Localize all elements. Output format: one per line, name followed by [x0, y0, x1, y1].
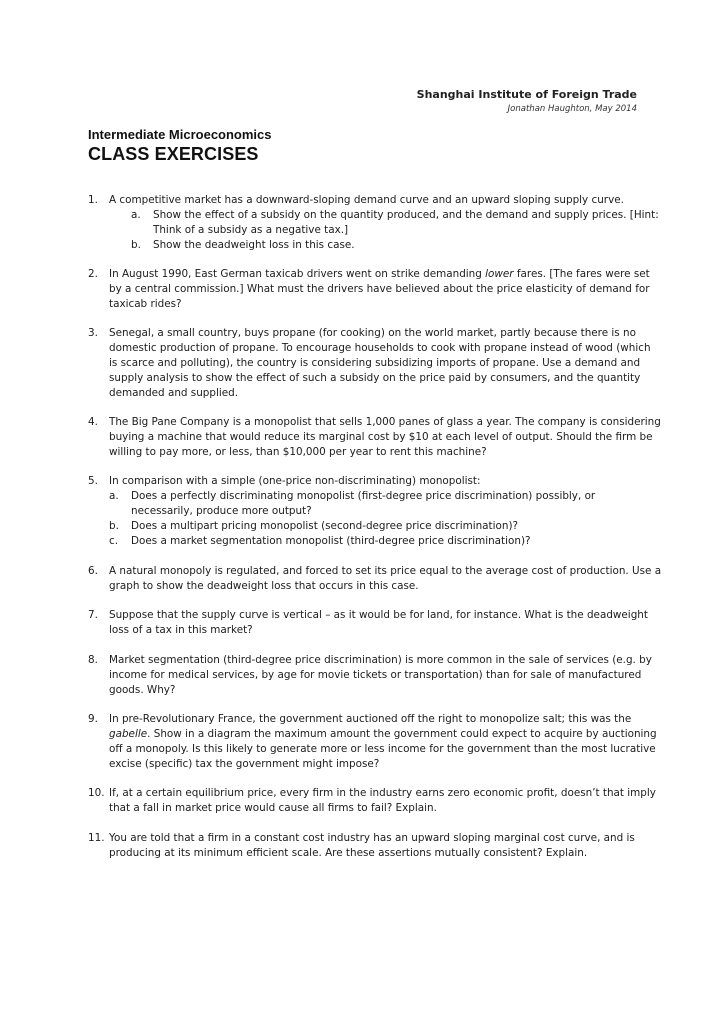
question-number: 7.	[88, 609, 98, 621]
sub-letter: a.	[109, 490, 119, 502]
question-text: The Big Pane Company is a monopolist that sells 1,000 panes of glass a year. The company is considering	[109, 416, 661, 428]
question-text-line: In August 1990, East German taxicab drivers went on strike demanding lower fares. [The fares were set	[109, 268, 650, 280]
sub-text: necessarily, produce more output?	[131, 505, 312, 517]
sub-question-a	[109, 489, 648, 519]
question-number: 10.	[88, 787, 105, 799]
header-author-date: Jonathan Haughton, May 2014	[507, 104, 637, 114]
page-title: CLASS EXERCISES	[88, 144, 259, 164]
question-number: 11.	[88, 832, 105, 844]
question-text: goods. Why?	[109, 684, 176, 696]
question-text: If, at a certain equilibrium price, every firm in the industry earns zero economic profit, doesn’t that imply	[109, 787, 656, 799]
question-text: loss of a tax in this market?	[109, 624, 253, 636]
question-text: that a fall in market price would cause all firms to fail? Explain.	[109, 802, 437, 814]
question-text: supply analysis to show the effect of such a subsidy on the price paid by consumers, and the quantity	[109, 372, 641, 384]
question-text: Market segmentation (third-degree price discrimination) is more common in the sale of services (e.g. by	[109, 654, 652, 666]
question-number: 8.	[88, 654, 98, 666]
emphasis-text: gabelle	[109, 728, 148, 740]
question-7	[88, 608, 648, 638]
question-text: off a monopoly. Is this likely to generate more or less income for the government than the most lucrative	[109, 743, 656, 755]
header-institution: Shanghai Institute of Foreign Trade	[416, 88, 637, 101]
sub-text: Does a perfectly discriminating monopolist (first-degree price discrimination) possibly, or	[131, 490, 596, 502]
question-number: 9.	[88, 713, 98, 725]
sub-question-a	[131, 208, 659, 238]
question-text: buying a machine that would reduce its marginal cost by $10 at each level of output. Should the firm be	[109, 431, 653, 443]
question-text: excise (specific) tax the government might impose?	[109, 758, 380, 770]
question-9	[88, 712, 657, 772]
question-10	[88, 786, 656, 816]
question-3	[88, 326, 651, 401]
sub-question-b	[109, 519, 648, 534]
sub-question-b	[131, 238, 648, 253]
question-2	[88, 267, 648, 312]
question-text: is scarce and polluting), the country is considering subsidizing imports of propane. Use a demand and	[109, 357, 641, 369]
course-name: Intermediate Microeconomics	[88, 127, 272, 142]
question-text: graph to show the deadweight loss that occurs in this case.	[109, 580, 419, 592]
question-number: 3.	[88, 327, 98, 339]
question-number: 4.	[88, 416, 98, 428]
question-text: In comparison with a simple (one-price non-discriminating) monopolist:	[109, 475, 481, 487]
sub-text: Show the effect of a subsidy on the quantity produced, and the demand and supply prices. [Hint:	[153, 209, 659, 221]
question-11	[88, 831, 648, 861]
question-number: 2.	[88, 268, 98, 280]
question-text: A competitive market has a downward-sloping demand curve and an upward sloping supply curve.	[109, 194, 624, 206]
sub-question-c	[109, 534, 648, 549]
question-text: Senegal, a small country, buys propane (for cooking) on the world market, partly because there is no	[109, 327, 636, 339]
question-1	[88, 193, 659, 253]
question-text: income for medical services, by age for movie tickets or transportation) than for sale of manufactured	[109, 669, 642, 681]
emphasis-text: lower	[485, 268, 514, 280]
sub-letter: b.	[131, 239, 141, 251]
question-text-line: gabelle. Show in a diagram the maximum amount the government could expect to acquire by auctioning	[109, 728, 657, 740]
sub-text: Does a market segmentation monopolist (third-degree price discrimination)?	[131, 535, 531, 547]
question-5	[88, 474, 648, 549]
question-6	[88, 564, 662, 594]
question-4	[88, 415, 661, 460]
sub-text: Think of a subsidy as a negative tax.]	[153, 224, 349, 236]
sub-letter: a.	[131, 209, 141, 221]
question-text: taxicab rides?	[109, 298, 182, 310]
question-text: You are told that a firm in a constant cost industry has an upward sloping marginal cost curve, and is	[109, 832, 635, 844]
sub-letter: b.	[109, 520, 119, 532]
question-text: producing at its minimum efficient scale. Are these assertions mutually consistent? Explain.	[109, 847, 588, 859]
question-text: A natural monopoly is regulated, and forced to set its price equal to the average cost of production. Use a	[109, 565, 662, 577]
question-8	[88, 653, 652, 698]
question-text: domestic production of propane. To encourage households to cook with propane instead of wood (which	[109, 342, 651, 354]
sub-text: Show the deadweight loss in this case.	[153, 239, 355, 251]
question-text: willing to pay more, or less, than $10,000 per year to rent this machine?	[109, 446, 487, 458]
sub-text: Does a multipart pricing monopolist (second-degree price discrimination)?	[131, 520, 519, 532]
question-text: by a central commission.] What must the drivers have believed about the price elasticity of demand for	[109, 283, 650, 295]
question-number: 1.	[88, 194, 98, 206]
question-text: Suppose that the supply curve is vertical – as it would be for land, for instance. What is the deadweight	[109, 609, 648, 621]
question-number: 6.	[88, 565, 98, 577]
question-text: In pre-Revolutionary France, the government auctioned off the right to monopolize salt; this was the	[109, 713, 632, 725]
question-text: demanded and supplied.	[109, 387, 239, 399]
sub-letter: c.	[109, 535, 119, 547]
question-number: 5.	[88, 475, 98, 487]
